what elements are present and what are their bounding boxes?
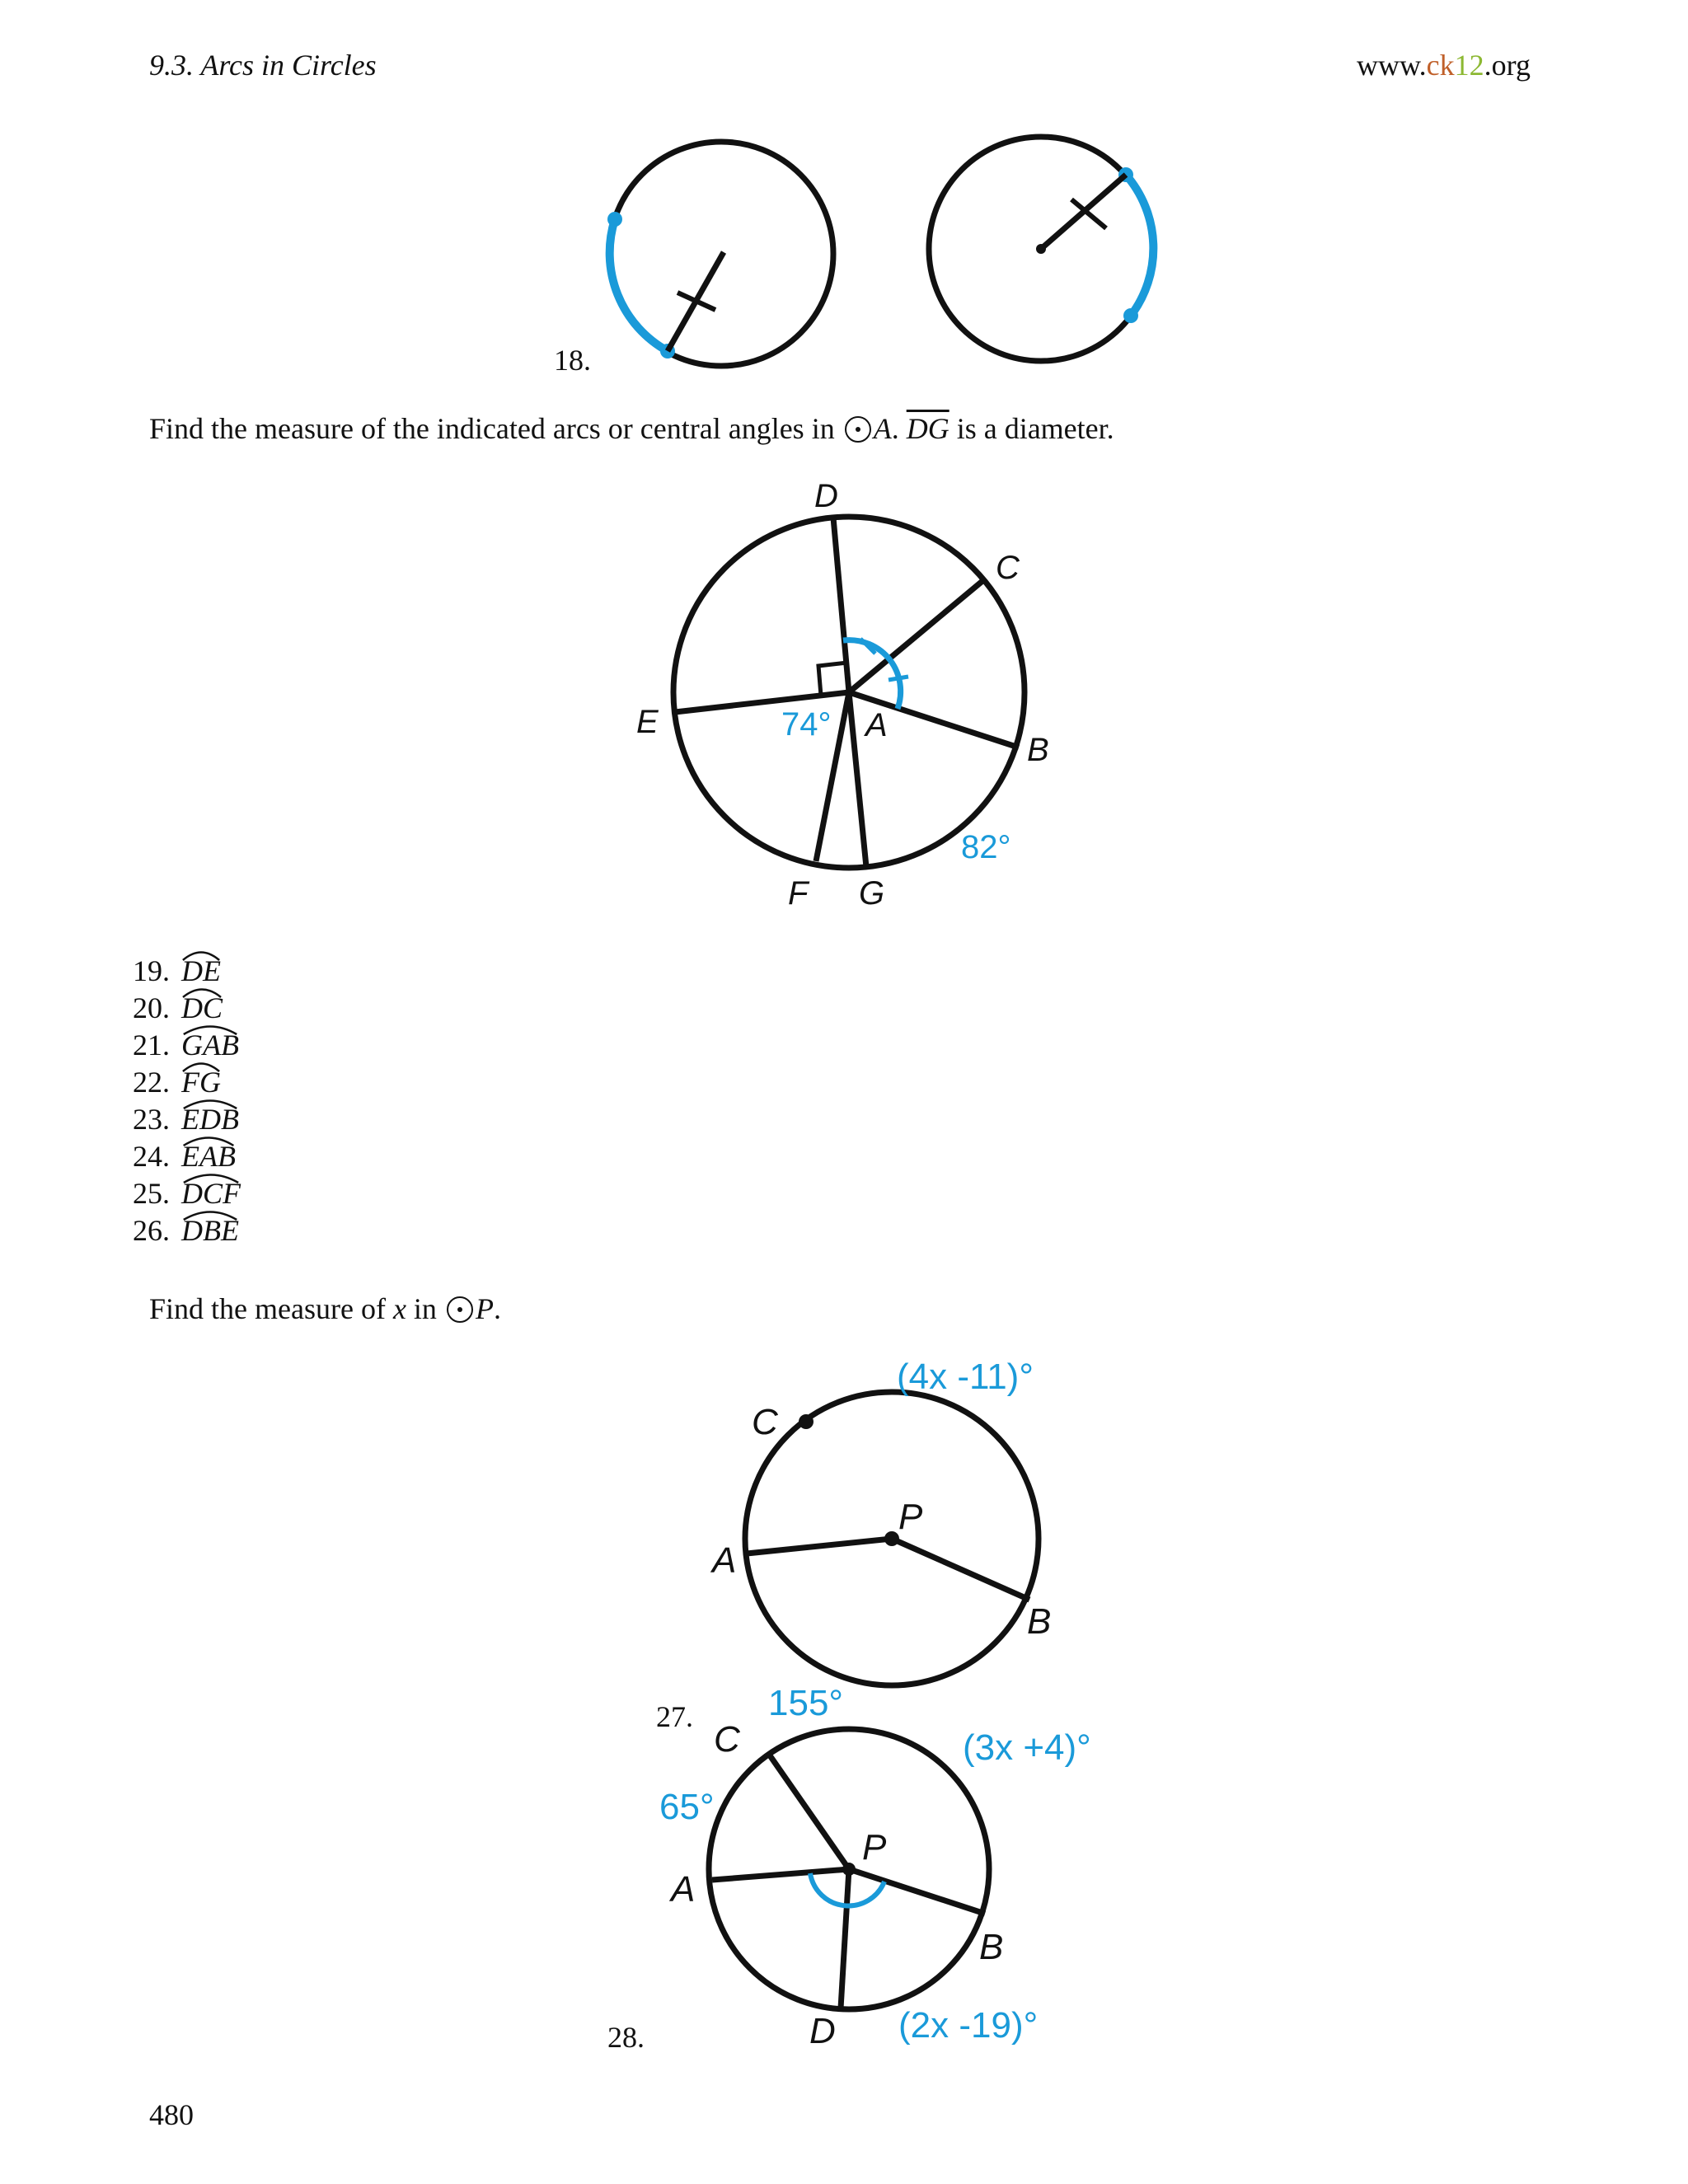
problem-27-number: 27.: [656, 1700, 693, 1733]
arc-label-82: 82°: [961, 829, 1011, 865]
arc-label-4x: (4x -11)°: [897, 1357, 1034, 1397]
variable-x: x: [392, 1292, 406, 1325]
label-b-28: B: [979, 1927, 1004, 1967]
label-b: B: [1027, 732, 1049, 768]
site-url[interactable]: [1357, 48, 1531, 82]
site-12: 12: [1454, 49, 1484, 82]
label-a-28: A: [671, 1869, 696, 1910]
arc-label-3x: (3x +4)°: [963, 1727, 1091, 1768]
angle-label-74: 74°: [781, 706, 832, 743]
instruction-arcs: Find the measure of the indicated arcs or central angles in A. $\overline{DG}$ is a diameter.: [149, 412, 1114, 445]
arc-mark-icon: [181, 985, 223, 998]
instruction-find-x: [149, 1291, 501, 1327]
instruction-x-middle: in: [413, 1292, 437, 1325]
right-center-dot: [1036, 244, 1046, 254]
center-dot-28: [842, 1863, 856, 1876]
label-b-27: B: [1027, 1601, 1052, 1642]
site-ck: ck: [1426, 49, 1455, 82]
section-title: 9.3. Arcs in Circles: [149, 49, 377, 82]
radius-ag: [849, 692, 866, 867]
arc-label-155: 155°: [768, 1685, 844, 1723]
radius-pa-27: [747, 1539, 892, 1554]
problem-28-number: 28.: [607, 2021, 645, 2054]
problem-18-number: 18.: [554, 344, 591, 377]
exercise-number: 23.: [133, 1103, 170, 1136]
diagram-28: [651, 1685, 1121, 2056]
circle-center-name: P: [475, 1292, 494, 1325]
arc-mark-icon: [181, 1096, 239, 1109]
page-number: 480: [149, 2098, 194, 2131]
arc-label-65: 65°: [659, 1787, 715, 1827]
exercise-number: 21.: [133, 1029, 170, 1062]
site-suffix: .org: [1484, 49, 1531, 82]
problem18-figure: [602, 124, 1162, 379]
exercise-number: 26.: [133, 1214, 170, 1247]
exercise-arc: FG: [181, 1064, 221, 1101]
exercise-number: 25.: [133, 1177, 170, 1210]
point-c-27: [799, 1414, 814, 1429]
label-c: C: [996, 550, 1020, 586]
exercise-arc: DBE: [181, 1212, 239, 1249]
exercise-number: 24.: [133, 1140, 170, 1173]
exercise-arc: GAB: [181, 1027, 239, 1064]
label-p-28: P: [862, 1827, 887, 1868]
label-d: D: [814, 478, 838, 514]
center-dot-27: [884, 1531, 899, 1546]
exercise-arc: EAB: [181, 1138, 236, 1175]
list-item: [115, 1212, 241, 1249]
angle-arc-cab: [890, 660, 901, 709]
label-e: E: [636, 704, 659, 740]
circle-symbol-icon: [447, 1296, 473, 1323]
arc-mark-icon: [181, 1170, 241, 1183]
left-arc-endpoint: [607, 212, 622, 227]
label-f: F: [788, 875, 809, 912]
instruction-arcs-suffix: is a diameter.: [956, 412, 1114, 445]
radius-ad: [833, 518, 849, 692]
site-prefix: www.: [1357, 49, 1427, 82]
exercise-arc: DE: [181, 953, 221, 990]
list-item: [115, 1027, 241, 1064]
label-c-27: C: [752, 1402, 778, 1442]
label-g: G: [859, 875, 885, 912]
circle-symbol-icon: [845, 416, 871, 443]
label-a: A: [865, 707, 888, 743]
arc-label-2x: (2x -19)°: [898, 2005, 1039, 2046]
exercise-arc: DC: [181, 990, 223, 1027]
angle-tick: [889, 677, 908, 680]
circle-a-diagram: [626, 474, 1071, 919]
arc-mark-icon: [181, 948, 221, 961]
right-highlight-arc: [1126, 175, 1153, 316]
exercise-list: [115, 953, 241, 1249]
left-highlight-arc: [610, 219, 668, 351]
radius-pb-28: [849, 1869, 985, 1914]
radius-pb-27: [892, 1539, 1029, 1600]
instruction-arcs-prefix: Find the measure of the indicated arcs or central angles in: [149, 412, 835, 445]
exercise-number: 22.: [133, 1066, 170, 1099]
radius-ac: [849, 581, 982, 692]
diameter-segment: $\overline{DG}$: [906, 412, 950, 445]
exercise-number: 20.: [133, 991, 170, 1024]
label-c-28: C: [714, 1719, 740, 1760]
arc-mark-icon: [181, 1022, 239, 1035]
instruction-x-suffix: .: [493, 1292, 501, 1325]
diagram-27: [692, 1339, 1104, 1698]
arc-mark-icon: [181, 1059, 221, 1072]
exercise-number: 19.: [133, 954, 170, 987]
label-d-28: D: [809, 2011, 836, 2051]
instruction-x-prefix: Find the measure of: [149, 1292, 386, 1325]
exercise-arc: DCF: [181, 1175, 241, 1212]
label-p-27: P: [898, 1497, 923, 1537]
radius-pd-28: [841, 1869, 849, 2008]
label-a-27: A: [712, 1540, 737, 1581]
exercise-arc: EDB: [181, 1101, 239, 1138]
right-arc-endpoint: [1123, 308, 1138, 323]
circle-center-name: A: [873, 412, 892, 445]
radius-pa-28: [712, 1869, 849, 1880]
arc-mark-icon: [181, 1207, 239, 1221]
arc-mark-icon: [181, 1133, 236, 1146]
radius-pc-28: [770, 1755, 849, 1869]
